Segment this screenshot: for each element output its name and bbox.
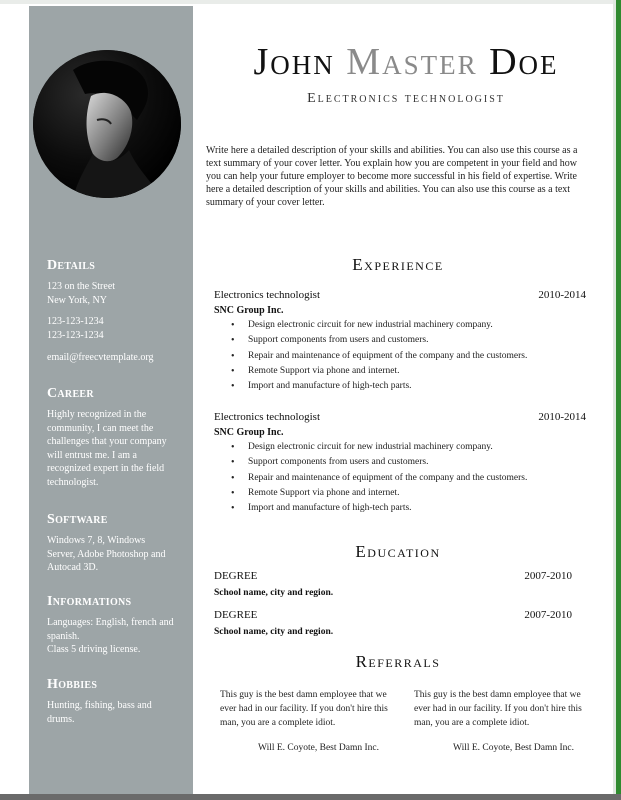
experience-heading: Experience (352, 255, 444, 274)
education-period: 2007-2010 (524, 609, 572, 621)
education-period: 2007-2010 (524, 570, 572, 582)
details-heading: Details (47, 258, 96, 273)
list-item: • Design electronic circuit for new industrial machinery company. (248, 318, 586, 333)
list-item: • Import and manufacture of high-tech parts. (248, 379, 586, 394)
job-entry (214, 410, 586, 516)
company-name: SNC Group Inc. (214, 427, 284, 438)
referrals-heading: Referrals (355, 652, 441, 671)
software-section (47, 512, 187, 575)
middle-name: Master (346, 41, 478, 83)
referral-signature: Will E. Coyote, Best Damn Inc. (258, 743, 379, 753)
degree: DEGREE (214, 570, 258, 582)
job-title: Electronics technologist (214, 411, 320, 423)
job-entry (214, 288, 586, 394)
referral-signature: Will E. Coyote, Best Damn Inc. (453, 743, 574, 753)
phone-1: 123-123-1234 (47, 316, 104, 327)
list-item: • Repair and maintenance of equipment of the company and the customers. (248, 349, 586, 364)
top-border (0, 0, 621, 4)
informations-section (47, 594, 187, 657)
list-item: • Support components from users and customers. (248, 333, 586, 348)
referral-text: This guy is the best damn employee that we ever had in our facility. If you don't hire this man, you are a complete idiot. (220, 690, 388, 728)
address-line-2: New York, NY (47, 294, 108, 306)
career-section (47, 386, 187, 489)
list-item: • Remote Support via phone and internet. (248, 364, 586, 379)
job-title: Electronics technologist (307, 91, 505, 106)
education-entry (214, 569, 572, 599)
job-bullets (214, 440, 586, 516)
license-text: Class 5 driving license. (47, 644, 141, 655)
profile-photo (33, 50, 181, 198)
bottom-border (0, 794, 621, 800)
company-name: SNC Group Inc. (214, 305, 284, 316)
phone-2: 123-123-1234 (47, 329, 104, 341)
software-text: Windows 7, 8, Windows Server, Adobe Photoshop and Autocad 3D. (47, 535, 166, 573)
job-bullets (214, 318, 586, 394)
job-period: 2010-2014 (538, 411, 586, 423)
hobbies-section (47, 677, 187, 726)
details-section (47, 258, 187, 365)
school-name: School name, city and region. (214, 588, 334, 598)
list-item: • Design electronic circuit for new industrial machinery company. (248, 440, 586, 455)
first-name: John (253, 41, 335, 83)
email[interactable]: email@freecvtemplate.org (47, 352, 154, 363)
career-text: Highly recognized in the community, I can meet the challenges that your company will entrust me. I am a recognized expert in the field technologist. (47, 409, 167, 488)
job-title: Electronics technologist (214, 289, 320, 301)
referral-text: This guy is the best damn employee that we ever had in our facility. If you don't hire this man, you are a complete idiot. (414, 690, 582, 728)
list-item: • Repair and maintenance of equipment of the company and the customers. (248, 471, 586, 486)
education-heading: Education (355, 542, 441, 561)
software-heading: Software (47, 512, 108, 527)
list-item: • Import and manufacture of high-tech parts. (248, 501, 586, 516)
right-border (616, 0, 621, 800)
education-entry (214, 608, 572, 638)
list-item: • Remote Support via phone and internet. (248, 486, 586, 501)
hobbies-heading: Hobbies (47, 677, 98, 692)
hobbies-text: Hunting, fishing, bass and drums. (47, 700, 152, 725)
languages-text: Languages: English, french and spanish. (47, 617, 174, 642)
address-line-1: 123 on the Street (47, 281, 116, 292)
degree: DEGREE (214, 609, 258, 621)
career-heading: Career (47, 386, 94, 401)
intro-paragraph: Write here a detailed description of your skills and abilities. You can also use this course as a text summary of your cover letter. You explain how you are competent in your field and how you can help your future employer to become more successful in his field of expertise. Write here a detailed description of your skills and abilities. You can also use this course as a text summary of your cover letter. (206, 145, 578, 208)
last-name: Doe (489, 41, 559, 83)
job-period: 2010-2014 (538, 289, 586, 301)
list-item: • Support components from users and customers. (248, 455, 586, 470)
full-name (206, 40, 606, 84)
portrait-image (33, 50, 181, 198)
school-name: School name, city and region. (214, 627, 334, 637)
informations-heading: Informations (47, 594, 132, 609)
